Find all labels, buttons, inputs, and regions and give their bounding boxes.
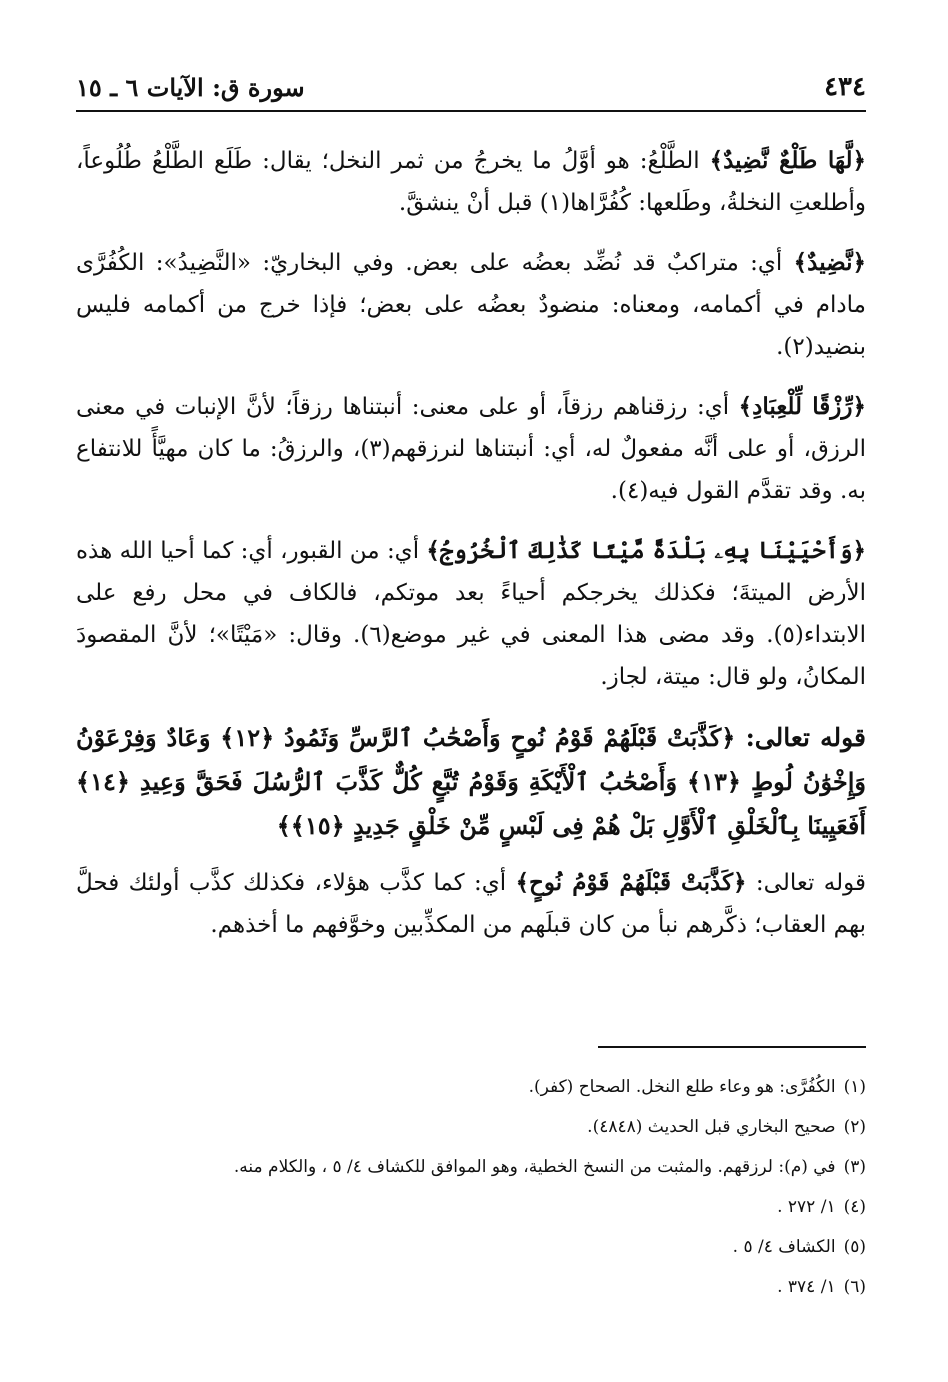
- paragraph: [76, 530, 866, 698]
- page-number: ٤٣٤: [824, 72, 866, 102]
- header-rule: [76, 110, 866, 112]
- quran-quote: ﴿وَأَحْيَيْنَا بِهِۦ بَلْدَةً مَّيْتًا كَذَٰلِكَ ٱلْخُرُوجُ﴾: [426, 537, 866, 564]
- quran-quote: ﴿رِّزْقًا لِّلْعِبَادِ﴾: [738, 393, 866, 420]
- footnote: [76, 1116, 866, 1138]
- footnote-number: (١): [843, 1077, 866, 1097]
- footnote: [76, 1236, 866, 1258]
- paragraph: [76, 242, 866, 368]
- footnote: [76, 1076, 866, 1098]
- quran-quote: ﴿لَّهَا طَلْعٌ نَّضِيدٌ﴾: [709, 147, 866, 174]
- footnote-text: الكُفُرَّى: هو وعاء طلع النخل. الصحاح (كفر).: [528, 1077, 836, 1097]
- main-text: [76, 140, 866, 964]
- surah-title: سورة ق: الآيات ٦ ـ ١٥: [76, 72, 305, 102]
- paragraph-text: أي: كما كذَّب هؤلاء، فكذلك كذَّب أولئك فحلَّ بهم العقاب؛ ذكَّرهم نبأ من كان قبلَهم من المكذِّبين وخوَّفهم ما أخذهم.: [76, 870, 866, 938]
- footnote-text: ١/ ٣٧٤ .: [777, 1277, 836, 1297]
- footnote-number: (٢): [843, 1117, 866, 1137]
- footnote-text: الكشاف ٤/ ٥ .: [732, 1237, 836, 1257]
- footnote-number: (٥): [843, 1237, 866, 1257]
- paragraph: [76, 862, 866, 946]
- footnote: [76, 1156, 866, 1178]
- footnote: [76, 1276, 866, 1298]
- paragraph-text: الطَّلْعُ: هو أوَّلُ ما يخرجُ من ثمر النخل؛ يقال: طَلَع الطَّلْعُ طُلُوعاً، وأطلعتِ النخلةُ، وطَلعها: كُفُرَّاها(١) قبل أنْ ينشقَّ.: [76, 148, 866, 216]
- paragraph-text: أي: رزقناهم رزقاً، أو على معنى: أنبتناها رزقاً؛ لأنَّ الإنبات في معنى الرزق، أو على أنَّه مفعولٌ له، أي: أنبتناها لنرزقهم(٣)، والرزقُ: ما كان مهيَّأً للانتفاع به. وقد تقدَّم القول فيه(٤).: [76, 394, 866, 504]
- paragraph: [76, 140, 866, 224]
- footnotes: [76, 1076, 866, 1316]
- page-header: [76, 64, 866, 110]
- paragraph-text: أي: متراكبٌ قد نُضِّد بعضُه على بعض. وفي البخاريّ: «النَّضِيدُ»: الكُفُرَّى مادام في أكمامه، ومعناه: منضودٌ بعضُه على بعض؛ فإذا خرج من أكمامه فليس بنضيد(٢).: [76, 250, 866, 360]
- verse-block: [76, 716, 866, 848]
- quran-quote: ﴿كَذَّبَتْ قَبْلَهُمْ قَوْمُ نُوحٍ﴾: [515, 869, 747, 896]
- paragraph: [76, 386, 866, 512]
- footnote-text: صحيح البخاري قبل الحديث (٤٨٤٨).: [587, 1117, 836, 1137]
- footnote-rule: [598, 1046, 866, 1048]
- footnote-number: (٤): [843, 1197, 866, 1217]
- footnote-text: ١/ ٢٧٢ .: [777, 1197, 836, 1217]
- footnote-number: (٦): [843, 1277, 866, 1297]
- paragraph-text: أي: من القبور، أي: كما أحيا الله هذه الأرض الميتةَ؛ فكذلك يخرجكم أحياءً بعد موتكم، فالكاف في محل رفع على الابتداء(٥). وقد مضى هذا المعنى في غير موضع(٦). وقال: «مَيْتًا»؛ لأنَّ المقصودَ المكانُ، ولو قال: ميتة، لجاز.: [76, 538, 866, 690]
- paragraph-lead: قوله تعالى:: [746, 870, 866, 896]
- footnote-text: في (م): لرزقهم. والمثبت من النسخ الخطية، وهو الموافق للكشاف ٤/ ٥ ، والكلام منه.: [233, 1157, 836, 1177]
- verse-lead: قوله تعالى:: [735, 723, 866, 752]
- footnote: [76, 1196, 866, 1218]
- quran-quote: ﴿نَّضِيدٌ﴾: [793, 249, 866, 276]
- footnote-number: (٣): [843, 1157, 866, 1177]
- verse-text: ﴿كَذَّبَتْ قَبْلَهُمْ قَوْمُ نُوحٍ وَأَصْحَٰبُ ٱلرَّسِّ وَثَمُودُ ﴿١٢﴾ وَعَادٌ وَفِرْعَوْنُ وَإِخْوَٰنُ لُوطٍ ﴿١٣﴾ وَأَصْحَٰبُ ٱلْأَيْكَةِ وَقَوْمُ تُبَّعٍ كُلٌّ كَذَّبَ ٱلرُّسُلَ فَحَقَّ وَعِيدِ ﴿١٤﴾ أَفَعَيِينَا بِٱلْخَلْقِ ٱلْأَوَّلِ بَلْ هُمْ فِى لَبْسٍ مِّنْ خَلْقٍ جَدِيدٍ ﴿١٥﴾﴾: [76, 723, 866, 840]
